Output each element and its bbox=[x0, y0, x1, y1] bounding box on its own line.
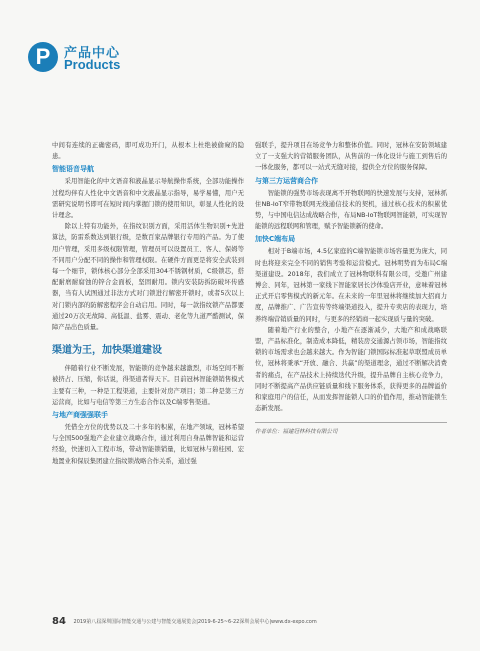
subheading-smart-voice: 智能语音导航 bbox=[52, 165, 94, 174]
heading-channel: 渠道为王，加快渠道建设 bbox=[52, 345, 162, 357]
paragraph: 智能锁的强势市场表现离不开物联网的快速发展与支持，冠林抓住NB-IoT窄带物联网无线通信技术的契机，通过核心技术的积累优势，与中国电信达成战略合作，布局NB-IoT物联网智能锁，可实现智能锁的远程联网和管理，赋予智能锁新的使命。 bbox=[255, 189, 447, 231]
paragraph: 除以上特有功能外，在指纹识别方面，采用活体生物识别+先进算法，防雷系数达到银行级，是数百家品牌银行专用的产品。为了使用户管理，采用多级权限管理，管理员可以设置员工、客人、保姆等不同用户分配不同的操作和管理权限。在硬件方面更是将安全武装到每一个细节，锁体核心部分全部采用304不锈钢材质，C级锁芯，搭配耐磨耐腐蚀的锌合金面板，坚固耐用。锁内安装防拆防破坏传感器，当有人试图通过非法方式对门锁进行解密开锁时，或者5次以上对门锁内部的防解密程序会自动启用。同时，每一款指纹锁产品都要通过20万次无故障、高低温、盐雾、震动、老化等九道严酷测试，保障产品出色质量。 bbox=[52, 223, 244, 332]
paragraph: 相对于B端市场，4.5亿家庭的C端智能锁市场容量更为庞大，同时也将迎来完全不同的销售考验和运营模式。冠林明势而为布局C端渠道建设。2018年，我们成立了冠林物联科有限公司，受邀广州建博会、同年，冠林第一家线下智能家居长沙体验店开业，意味着冠林正式开启零售模式的新元年。在未来的一年里冠林将继续加大招商力度，品牌推广、广告宣传等终端渠道投入，提升专卖店的表现力，培养终端营销质量的同时，与更多的经销商一起实现质与量的突破。 bbox=[255, 248, 447, 323]
footer-text: 2019第八届深圳国际智能交通与公建与智能交通展览会|2019-6-25~6-22深圳会展中心|www.dx-expo.com bbox=[73, 619, 317, 625]
subheading-real-estate: 与地产商强强联手 bbox=[52, 411, 108, 420]
author-affiliation: 作者单位：福建冠林科技有限公司 bbox=[255, 422, 447, 438]
paragraph: 伴随着行业不断发展，智能锁的竞争越来越激烈，市场空间不断被挤占、压缩，你话说，得渠道者得天下。目前冠林智能锁销售模式主要有三种，一种是工程渠道，主要针对房产项目；第二种是第三方运营商，比如与电信等第三方生态合作以及C端零售渠道。 bbox=[52, 365, 244, 406]
subheading-c-market: 加快C端布局 bbox=[255, 235, 296, 244]
section-title-en: Products bbox=[64, 57, 121, 72]
paragraph: 中间有连续的正确密码，即可成功开门，从根本上杜绝被偷窥的隐患。 bbox=[52, 142, 244, 161]
left-column bbox=[52, 140, 244, 467]
paragraph: 随着地产行业的整合，小地产在逐渐减少，大地产和成战略联盟，产品标准化，制造成本降低，精装房交通源占领市场，智能指纹锁的市场需求也会越来越大。作为智能门锁国际标准起草联盟成员单位，冠林将秉承“开放、融合、共赢”的渠道理念，通过不断解决消费者的痛点，在产品技术上持续迭代升级，提升品牌自主核心竞争力，同时不断提高产品供应链质量和线下服务体系，获得更多的品牌溢价和家庭用户的信任，从而发挥智能锁人口的价值作用，推动智能锁生态新发展。 bbox=[255, 326, 447, 413]
page-footer bbox=[52, 616, 317, 627]
section-title-cn: 产品中心 bbox=[64, 46, 121, 61]
paragraph: 强联手，提升项目在场竞争力和整体价值。同时，冠林在安防领域建立了一支强大的营销服务团队，从售前的一体化设计与施工到售后的一体化服务，都可以一站式无缝对接，提供全方位的服务保障。 bbox=[255, 142, 447, 172]
right-column bbox=[255, 140, 447, 439]
paragraph: 凭借全方位的优势以及二十多年的积累，在地产领域，冠林希望与全国500强地产企业建立战略合作，通过利用自身品牌智能和运营经验，快速切入工程市场，带动智能锁销量，比如冠林与碧桂园、宏地置业和保辰集团建立指纹锁战略合作关系，通过强 bbox=[52, 424, 244, 465]
subheading-third-party: 与第三方运营商合作 bbox=[255, 176, 318, 185]
paragraph: 采用智能化的中文语音和液晶显示导航操作系统，全部功能操作过程均伴有人性化中文语音和中文液晶显示指导，易学易懂，用户无需研究说明书即可在短时间内掌握门锁的使用知识，彰显人性化的设计理念。 bbox=[52, 178, 244, 220]
page-number: 84 bbox=[52, 616, 66, 627]
products-logo-icon: P bbox=[28, 42, 58, 72]
